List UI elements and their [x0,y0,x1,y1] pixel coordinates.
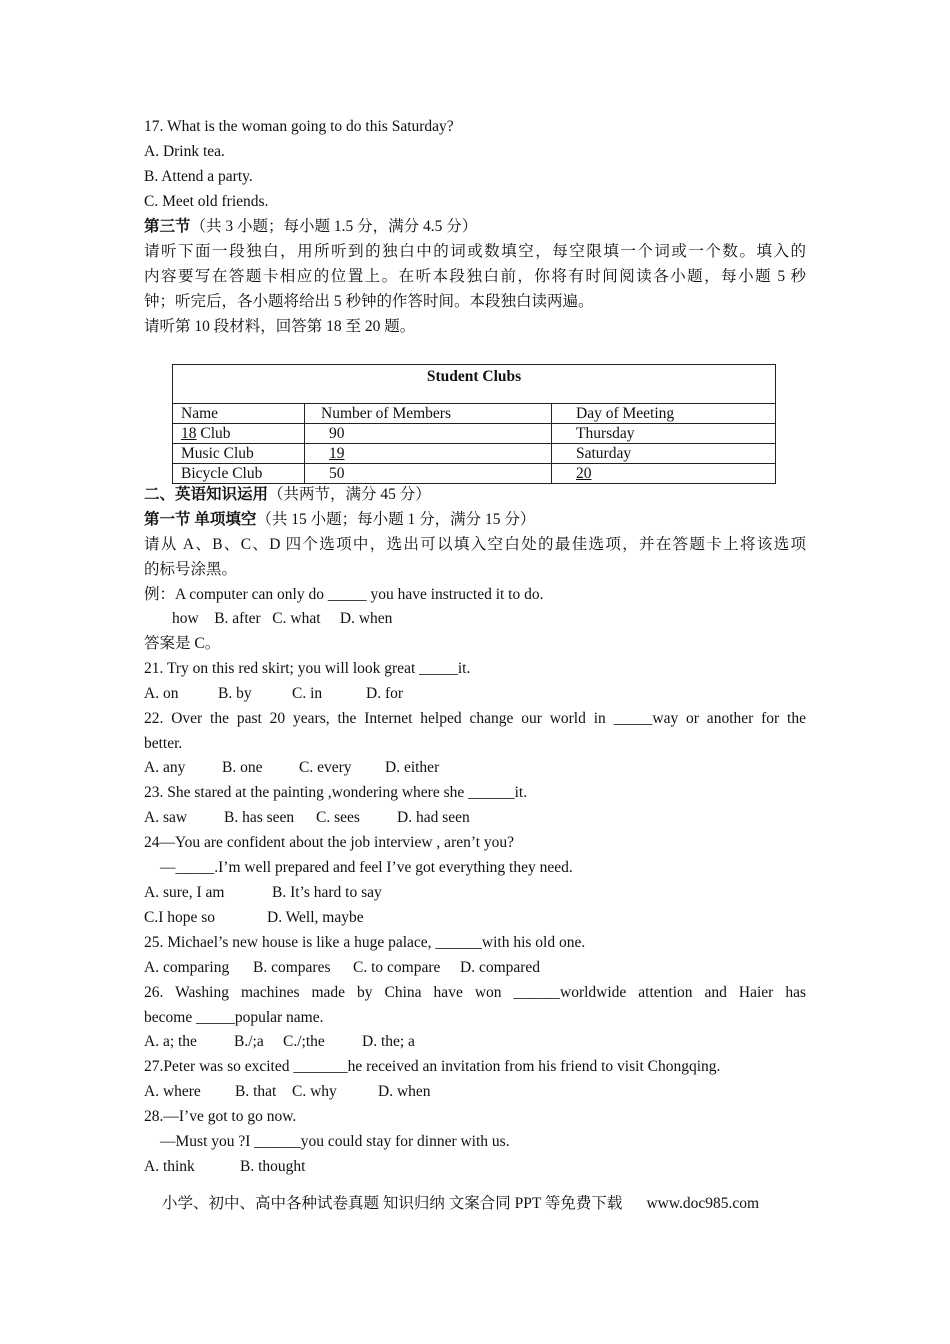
q22-options [144,758,806,778]
section3-instruction-3: 钟；听完后，各小题将给出 5 秒钟的作答时间。本段独白读两遍。 [144,293,594,310]
q24-options-row-1 [144,883,806,903]
q21-option-d: D. for [366,685,404,702]
q17-option-a: A. Drink tea. [144,143,225,160]
section3-instruction-1: 请听下面一段独白，用所听到的独白中的词或数填空，每空限填一个词或一个数。填入的 [144,243,806,260]
part2-instruction-2: 的标号涂黑。 [144,561,238,578]
q23-option-b: B. has seen [224,809,295,826]
header-day: Day of Meeting [552,404,776,424]
q24-option-b: B. It’s hard to say [272,884,382,901]
q25-option-a: A. comparing [144,959,230,976]
q24-stem-1: 24—You are confident about the job interview , aren’t you? [144,834,515,851]
section3-heading [144,217,806,237]
header-members: Number of Members [305,404,552,424]
section3-title: 第三节 [144,218,191,235]
q27-options [144,1082,806,1102]
q23-option-c: C. sees [316,809,360,826]
part2-note: （共两节，满分 45 分） [268,486,431,503]
section3-note: （共 3 小题；每小题 1.5 分，满分 4.5 分） [190,218,478,235]
q24-option-a: A. sure, I am [144,884,225,901]
q27-option-d: D. when [378,1083,431,1100]
row3-members: 50 [305,464,552,484]
example-options: how B. after C. what D. when [172,610,393,627]
q28-stem-2: —Must you ?I ______you could stay for dinner with us. [160,1133,510,1150]
table-row [173,444,776,464]
part2-title: 二、英语知识运用 [144,486,269,503]
part2-section1-heading [144,510,806,530]
q17-option-c: C. Meet old friends. [144,193,269,210]
section1-note: （共 15 小题；每小题 1 分，满分 15 分） [256,511,536,528]
q28-option-a: A. think [144,1158,195,1175]
q23-options [144,808,806,828]
table-header-row [173,404,776,424]
q23-stem: 23. She stared at the painting ,wondering where she ______it. [144,784,528,801]
q24-stem-2: —_____.I’m well prepared and feel I’ve got everything they need. [160,859,573,876]
row3-day [552,464,776,484]
q22-option-b: B. one [222,759,263,776]
part2-instruction-1: 请从 A、B、C、D 四个选项中，选出可以填入空白处的最佳选项，并在答题卡上将该选项 [144,536,806,553]
q22-option-c: C. every [299,759,352,776]
q23-option-a: A. saw [144,809,188,826]
q23-option-d: D. had seen [397,809,470,826]
q22-stem-1: 22. Over the past 20 years, the Internet helped change our world in _____way or another for the [144,710,806,727]
q24-option-d: D. Well, maybe [267,909,364,926]
q25-option-b: B. compares [253,959,331,976]
q25-option-c: C. to compare [353,959,441,976]
q21-option-b: B. by [218,685,252,702]
q25-options [144,958,806,978]
row1-name-rest: Club [196,425,231,442]
q26-option-b: B./;a [234,1033,264,1050]
table-row [173,424,776,444]
q26-option-a: A. a; the [144,1033,197,1050]
q27-option-a: A. where [144,1083,201,1100]
q27-stem: 27.Peter was so excited _______he received an invitation from his friend to visit Chongqing. [144,1058,721,1075]
q26-stem-1: 26. Washing machines made by China have won ______worldwide attention and Haier has [144,984,806,1001]
q24-option-c: C.I hope so [144,909,216,926]
q21-option-a: A. on [144,685,179,702]
q21-stem: 21. Try on this red skirt; you will look great _____it. [144,660,471,677]
q25-stem: 25. Michael’s new house is like a huge palace, ______with his old one. [144,934,586,951]
blank-18: 18 [181,425,197,442]
q21-options [144,684,806,704]
blank-20: 20 [576,465,592,482]
q26-options [144,1032,806,1052]
q26-option-d: D. the; a [362,1033,415,1050]
row2-members [305,444,552,464]
section3-instruction-2: 内容要写在答题卡相应的位置上。在听本段独白前，你将有时间阅读各小题，每小题 5 秒 [144,268,806,285]
row2-day: Saturday [552,444,776,464]
q21-option-c: C. in [292,685,323,702]
example-answer: 答案是 C。 [144,635,221,652]
row1-name [173,424,305,444]
q26-option-c: C./;the [283,1033,325,1050]
q28-options [144,1157,806,1177]
blank-19: 19 [329,445,345,462]
q28-option-b: B. thought [240,1158,306,1175]
q17-stem: 17. What is the woman going to do this Saturday? [144,118,454,135]
row3-name: Bicycle Club [173,464,305,484]
q28-stem-1: 28.—I’ve got to go now. [144,1108,297,1125]
q22-stem-2: better. [144,735,183,752]
table-row [173,464,776,484]
q24-options-row-2 [144,908,806,928]
section3-listen: 请听第 10 段材料，回答第 18 至 20 题。 [144,318,416,335]
q27-option-c: C. why [292,1083,337,1100]
section1-title: 第一节 单项填空 [144,511,257,528]
q22-option-a: A. any [144,759,186,776]
footer-site: www.doc985.com [646,1195,760,1212]
example-stem: 例：A computer can only do _____ you have instructed it to do. [144,586,544,603]
header-name: Name [173,404,305,424]
part2-heading [144,485,806,505]
table-title: Student Clubs [173,365,776,404]
q25-option-d: D. compared [460,959,541,976]
q27-option-b: B. that [235,1083,277,1100]
footer-text: 小学、初中、高中各种试卷真题 知识归纳 文案合同 PPT 等免费下载 [162,1195,623,1212]
q26-stem-2: become _____popular name. [144,1009,324,1026]
page-footer [162,1191,759,1213]
q17-option-b: B. Attend a party. [144,168,253,185]
row1-members: 90 [305,424,552,444]
student-clubs-table [172,364,776,484]
q22-option-d: D. either [385,759,440,776]
row1-day: Thursday [552,424,776,444]
row2-name: Music Club [173,444,305,464]
